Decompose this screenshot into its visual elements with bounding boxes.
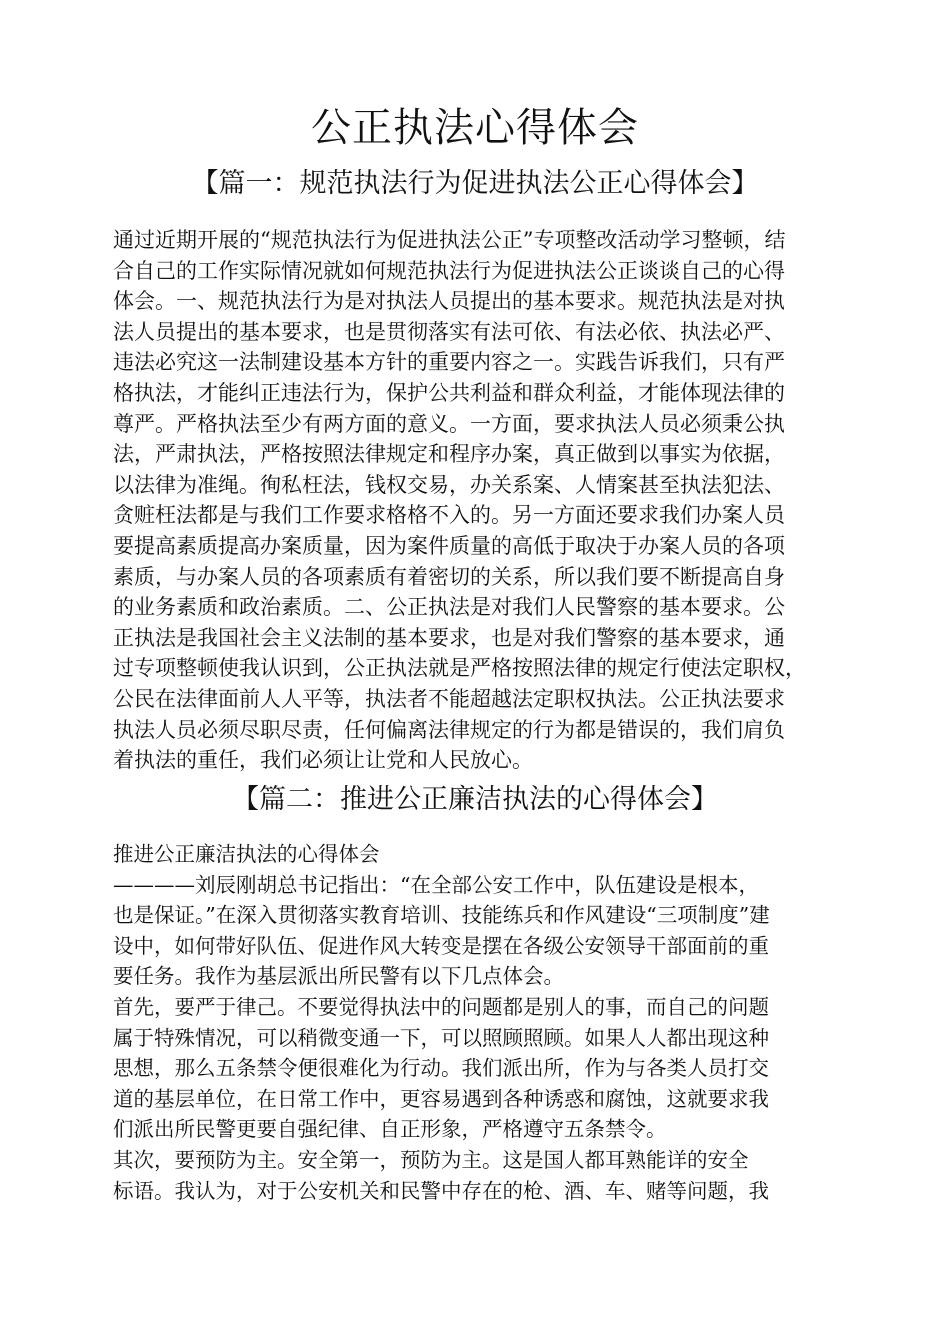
section2-body xyxy=(113,839,865,1206)
text-line: 法人员提出的基本要求，也是贯彻落实有法可依、有法必依、执法必严、 xyxy=(113,319,785,344)
text-line: 也是保证。”在深入贯彻落实教育培训、技能练兵和作风建设“三项制度”建 xyxy=(113,903,770,928)
text-line: 着执法的重任，我们必须让让党和人民放心。 xyxy=(113,748,533,773)
text-line: 首先，要严于律己。不要觉得执法中的问题都是别人的事，而自己的问题 xyxy=(113,994,769,1019)
text-line: 公民在法律面前人人平等，执法者不能超越法定职权执法。公正执法要求 xyxy=(113,686,785,711)
text-line: 们派出所民警更要自强纪律、自正形象，严格遵守五条禁令。 xyxy=(113,1117,667,1142)
text-line: 素质，与办案人员的各项素质有着密切的关系，所以我们要不断提高自身 xyxy=(113,564,785,589)
text-line: 法，严肃执法，严格按照法律规定和程序办案，真正做到以事实为依据， xyxy=(113,442,785,467)
text-line: 要任务。我作为基层派出所民警有以下几点体会。 xyxy=(113,964,564,989)
text-line: 要提高素质提高办案质量，因为案件质量的高低于取决于办案人员的各项 xyxy=(113,533,785,558)
section1-body xyxy=(113,225,865,776)
text-line: 思想，那么五条禁令便很难化为行动。我们派出所，作为与各类人员打交 xyxy=(113,1056,769,1081)
text-line: 道的基层单位，在日常工作中，更容易遇到各种诱惑和腐蚀，这就要求我 xyxy=(113,1086,769,1111)
text-line: 尊严。严格执法至少有两方面的意义。一方面，要求执法人员必须秉公执 xyxy=(113,411,785,436)
text-line: 过专项整顿使我认识到，公正执法就是严格按照法律的规定行使法定职权， xyxy=(113,656,806,681)
text-line: 以法律为准绳。徇私枉法，钱权交易，办关系案、人情案甚至执法犯法、 xyxy=(113,472,785,497)
text-line: 体会。一、规范执法行为是对执法人员提出的基本要求。规范执法是对执 xyxy=(113,289,785,314)
section1-heading: 【篇一：规范执法行为促进执法公正心得体会】 xyxy=(191,168,759,199)
text-line: 执法人员必须尽职尽责，任何偏离法律规定的行为都是错误的，我们肩负 xyxy=(113,717,785,742)
text-line: 合自己的工作实际情况就如何规范执法行为促进执法公正谈谈自己的心得 xyxy=(113,258,785,283)
text-line: 推进公正廉洁执法的心得体会 xyxy=(113,842,380,866)
text-line: 贪赃枉法都是与我们工作要求格格不入的。另一方面还要求我们办案人员 xyxy=(113,503,785,528)
text-line: 设中，如何带好队伍、促进作风大转变是摆在各级公安领导干部面前的重 xyxy=(113,933,769,958)
text-line: ————刘辰刚胡总书记指出：“在全部公安工作中，队伍建设是根本， xyxy=(113,872,759,897)
text-line: 其次，要预防为主。安全第一，预防为主。这是国人都耳熟能详的安全 xyxy=(113,1147,749,1172)
section2-heading: 【篇二：推进公正廉洁执法的心得体会】 xyxy=(232,784,718,815)
text-line: 通过近期开展的“规范执法行为促进执法公正”专项整改活动学习整顿，结 xyxy=(113,228,786,252)
text-line: 标语。我认为，对于公安机关和民警中存在的枪、酒、车、赌等问题，我 xyxy=(113,1178,769,1203)
text-line: 违法必究这一法制建设基本方针的重要内容之一。实践告诉我们，只有严 xyxy=(113,350,785,375)
text-line: 正执法是我国社会主义法制的基本要求，也是对我们警察的基本要求，通 xyxy=(113,625,785,650)
text-line: 属于特殊情况，可以稍微变通一下，可以照顾照顾。如果人人都出现这种 xyxy=(113,1025,769,1050)
text-line: 的业务素质和政治素质。二、公正执法是对我们人民警察的基本要求。公 xyxy=(113,595,785,620)
document-title: 公正执法心得体会 xyxy=(311,105,639,151)
text-line: 格执法，才能纠正违法行为，保护公共利益和群众利益，才能体现法律的 xyxy=(113,380,785,405)
